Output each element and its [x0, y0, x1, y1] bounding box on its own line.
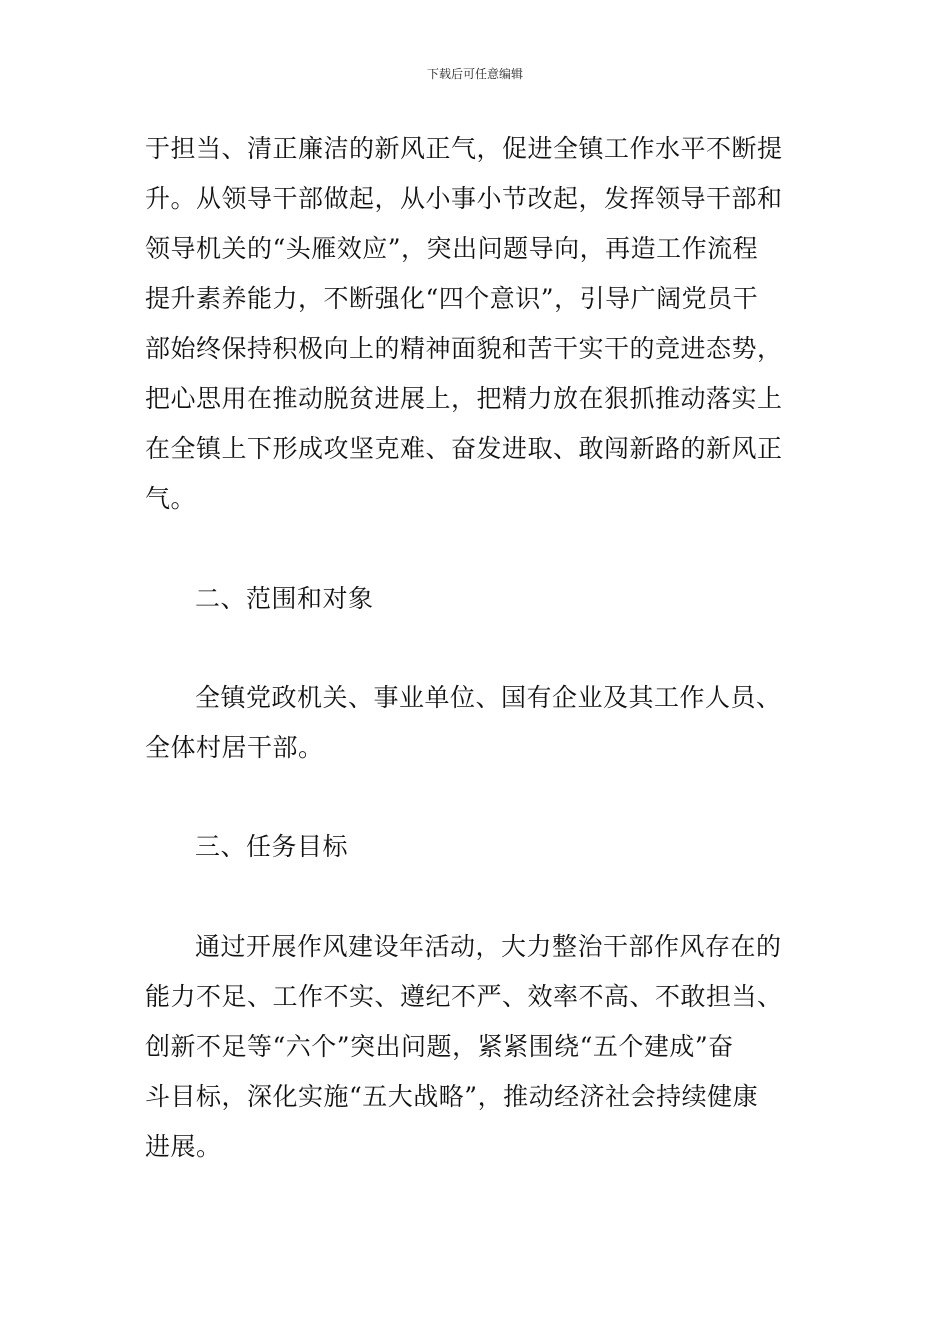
text-line: 创新不足等“六个”突出问题，紧紧围绕“五个建成”奋 [145, 1032, 734, 1061]
text-line: 斗目标，深化实施“五大战略”，推动经济社会持续健康 [145, 1082, 759, 1111]
section-heading-scope: 二、范围和对象 [195, 584, 374, 613]
text-line: 部始终保持积极向上的精神面貌和苦干实干的竞进态势， [145, 334, 783, 363]
text-line: 在全镇上下形成攻坚克难、奋发进取、敢闯新路的新风正 [145, 434, 783, 463]
text-line: 全体村居干部。 [145, 733, 324, 762]
page-header: 下载后可任意编辑 [426, 67, 523, 81]
text-line: 通过开展作风建设年活动，大力整治干部作风存在的 [195, 932, 782, 961]
text-line: 提升素养能力，不断强化“四个意识”，引导广阔党员干 [145, 284, 759, 313]
text-line: 把心思用在推动脱贫进展上，把精力放在狠抓推动落实上 [145, 384, 783, 413]
section-heading-goals: 三、任务目标 [195, 832, 349, 861]
text-line: 领导机关的“头雁效应”，突出问题导向，再造工作流程 [145, 234, 759, 263]
text-line: 升。从领导干部做起，从小事小节改起，发挥领导干部和 [145, 184, 783, 213]
text-line: 全镇党政机关、事业单位、国有企业及其工作人员、 [195, 683, 782, 712]
text-line: 进展。 [145, 1132, 222, 1161]
text-line: 气。 [145, 484, 197, 513]
text-line: 于担当、清正廉洁的新风正气，促进全镇工作水平不断提 [145, 134, 783, 163]
text-line: 能力不足、工作不实、遵纪不严、效率不高、不敢担当、 [145, 982, 783, 1011]
